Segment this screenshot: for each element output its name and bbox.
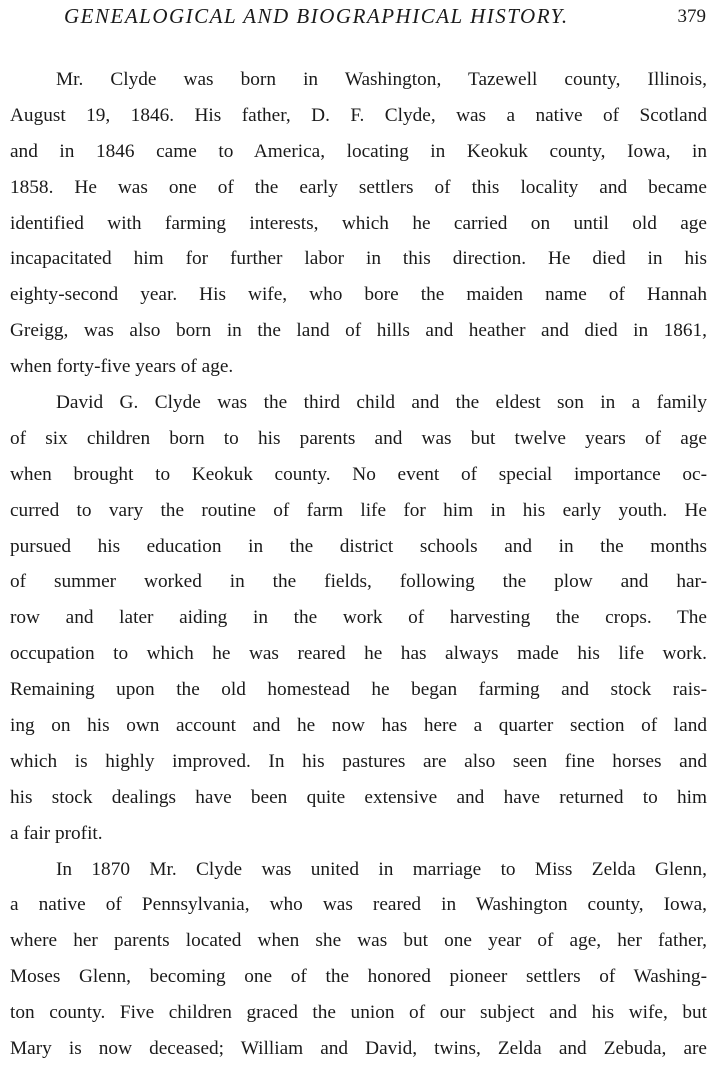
text-line: In 1870 Mr. Clyde was united in marriage to Miss Zelda Glenn, xyxy=(56,858,707,880)
text-line: pursued his education in the district schools and in the months xyxy=(10,535,707,557)
text-line: ton county. Five children graced the union of our subject and his wife, but xyxy=(10,1002,707,1024)
text-line: Mr. Clyde was born in Washington, Tazewell county, Illinois, xyxy=(56,69,707,90)
text-line: a native of Pennsylvania, who was reared in Washington county, Iowa, xyxy=(10,894,707,916)
text-line: which is highly improved. In his pastures are also seen fine horses and xyxy=(10,750,707,772)
text-line: when forty-five years of age. xyxy=(10,356,234,378)
text-line: identified with farming interests, which he carried on until old age xyxy=(10,212,707,234)
text-line: and in 1846 came to America, locating in Keokuk county, Iowa, in xyxy=(10,140,707,162)
text-line: of summer worked in the fields, following the plow and har- xyxy=(10,571,707,593)
text-line: August 19, 1846. His father, D. F. Clyde, was a native of Scotland xyxy=(10,104,707,126)
text-line: incapacitated him for further labor in this direction. He died in his xyxy=(10,248,707,270)
page-number: 379 xyxy=(677,6,706,27)
paragraph-father xyxy=(10,62,707,385)
paragraph-marriage xyxy=(10,852,707,1067)
page-header xyxy=(0,4,718,34)
text-line: 1858. He was one of the early settlers of this locality and became xyxy=(10,176,707,198)
paragraph-youth xyxy=(10,385,707,852)
text-line: where her parents located when she was but one year of age, her father, xyxy=(10,930,707,952)
text-line: Mary is now deceased; William and David, twins, Zelda and Zebuda, are xyxy=(10,1038,707,1060)
text-line: occupation to which he was reared he has always made his life work. xyxy=(10,643,707,665)
text-line: eighty-second year. His wife, who bore the maiden name of Hannah xyxy=(10,284,707,306)
text-line: Greigg, was also born in the land of hills and heather and died in 1861, xyxy=(10,320,707,342)
running-head: GENEALOGICAL AND BIOGRAPHICAL HISTORY. xyxy=(64,4,569,28)
text-line: his stock dealings have been quite extensive and have returned to him xyxy=(10,786,707,808)
text-line: David G. Clyde was the third child and the eldest son in a family xyxy=(56,392,707,414)
text-line: when brought to Keokuk county. No event of special importance oc- xyxy=(10,463,707,485)
text-line: curred to vary the routine of farm life for him in his early youth. He xyxy=(10,499,707,521)
text-line: row and later aiding in the work of harvesting the crops. The xyxy=(10,607,707,629)
body-text xyxy=(10,62,707,1067)
text-line: a fair profit. xyxy=(10,822,103,844)
text-line: ing on his own account and he now has here a quarter section of land xyxy=(10,715,707,737)
text-line: of six children born to his parents and was but twelve years of age xyxy=(10,427,707,449)
text-line: Moses Glenn, becoming one of the honored pioneer settlers of Washing- xyxy=(10,966,707,988)
text-line: Remaining upon the old homestead he began farming and stock rais- xyxy=(10,679,707,701)
